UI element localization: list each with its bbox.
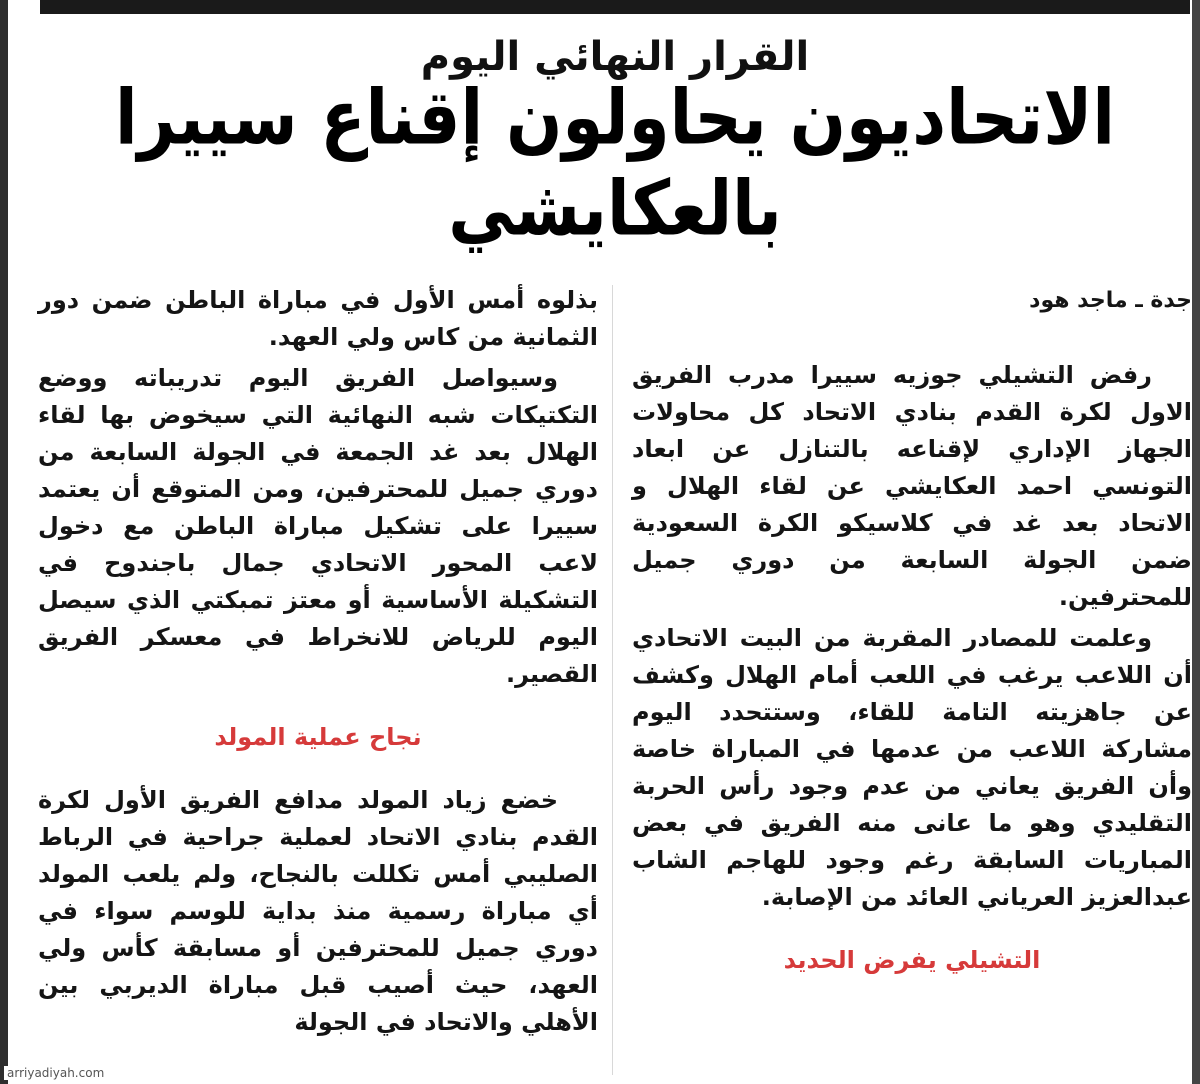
subheading: التشيلي يفرض الحديد xyxy=(783,946,1041,974)
article-column-left xyxy=(38,282,598,1045)
site-watermark: arriyadiyah.com xyxy=(4,1066,107,1080)
byline: جدة ـ ماجد هود xyxy=(1029,288,1192,313)
top-rule xyxy=(40,0,1190,14)
headline-block xyxy=(40,22,1190,253)
page-edge-right xyxy=(1192,0,1200,1084)
paragraph: خضع زياد المولد مدافع الفريق الأول لكرة القدم بنادي الاتحاد لعملية جراحية في الرباط الصليبي أمس تكللت بالنجاح، ولم يلعب المولد أي مباراة رسمية منذ بداية للوسم سواء في دوري جميل للمحترفين أو مسابقة كأس ولي العهد، حيث أصيب قبل مباراة الديربي بين الأهلي والاتحاد في الجولة xyxy=(38,786,598,1036)
article-column-right xyxy=(632,282,1192,1005)
subheading: نجاح عملية المولد xyxy=(214,723,422,751)
paragraph: وسيواصل الفريق اليوم تدريباته ووضع التكتيكات شبه النهائية التي سيخوض بها لقاء الهلال بعد غد الجمعة في الجولة السابعة من دوري جميل للمحترفين، ومن المتوقع أن يعتمد سييرا على تشكيل مباراة الباطن مع دخول لاعب المحور الاتحادي جمال باجندوح في التشكيلة الأساسية أو معتز تمبكتي الذي سيصل اليوم للرياض للانخراط في معسكر الفريق القصير. xyxy=(38,364,598,688)
paragraph: بذلوه أمس الأول في مباراة الباطن ضمن دور الثمانية من كاس ولي العهد. xyxy=(38,286,598,351)
column-divider xyxy=(612,285,613,1075)
headline: الاتحاديون يحاولون إقناع سييرا بالعكايشي xyxy=(115,73,1115,253)
paragraph: رفض التشيلي جوزيه سييرا مدرب الفريق الاول لكرة القدم بنادي الاتحاد كل محاولات الجهاز الإداري لإقناعه بالتنازل عن ابعاد التونسي احمد العكايشي عن لقاء الهلال و الاتحاد بعد غد في كلاسيكو الكرة السعودية ضمن الجولة السابعة من دوري جميل للمحترفين. xyxy=(632,361,1192,611)
kicker: القرار النهائي اليوم xyxy=(420,34,810,80)
paragraph: وعلمت للمصادر المقربة من البيت الاتحادي أن اللاعب يرغب في اللعب أمام الهلال وكشف عن جاهزيته التامة للقاء، وستتحدد اليوم مشاركة اللاعب من عدمها في المباراة خاصة وأن الفريق يعاني من عدم وجود رأس الحربة التقليدي وهو ما عانى منه الفريق في بعض المباريات السابقة رغم وجود للهاجم الشاب عبدالعزيز العرياني العائد من الإصابة. xyxy=(632,624,1192,911)
page-edge-left xyxy=(0,0,8,1084)
